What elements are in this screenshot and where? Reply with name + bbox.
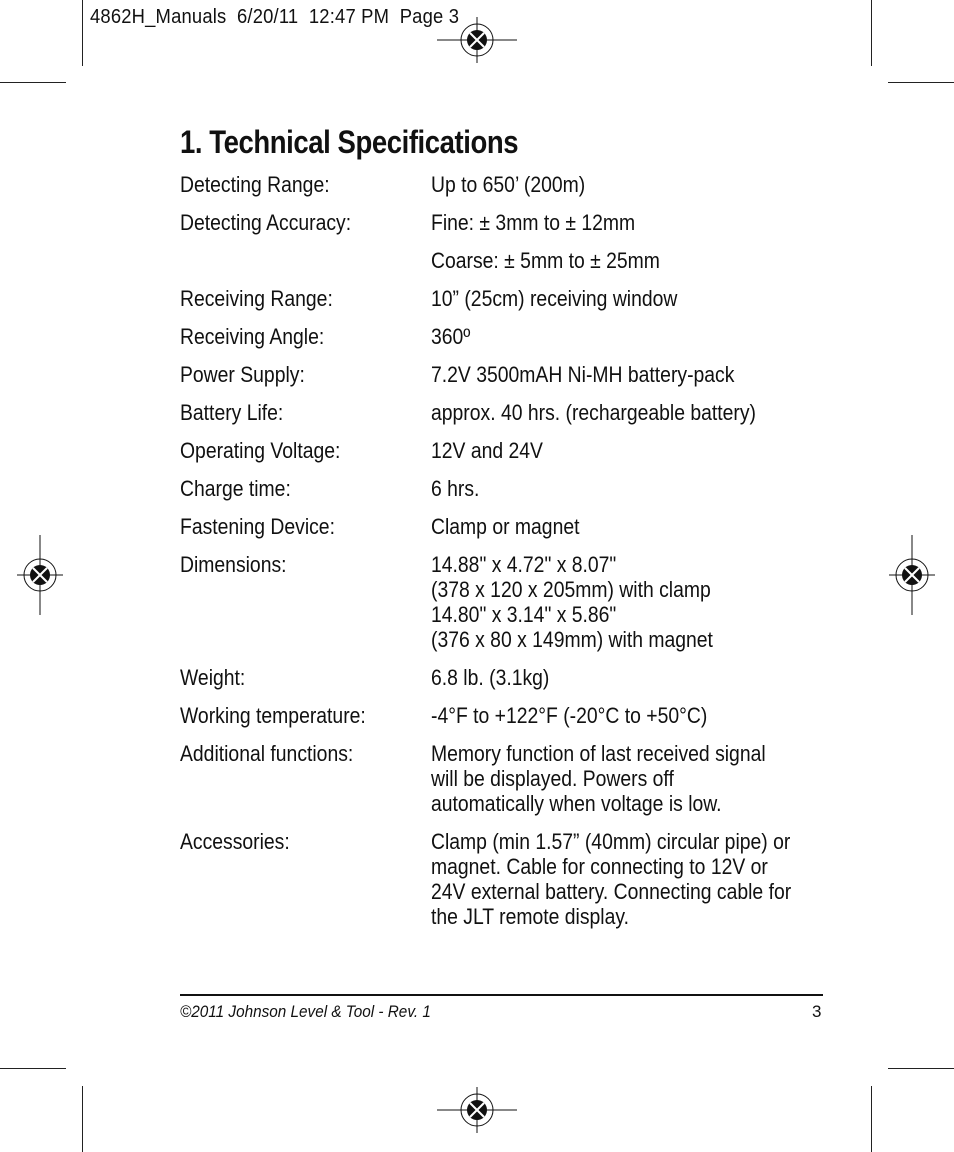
spec-value: 24V external battery. Connecting cable for	[431, 879, 792, 904]
spec-value: Clamp (min 1.57” (40mm) circular pipe) or	[431, 829, 791, 854]
spec-row	[180, 552, 840, 652]
spec-row	[180, 438, 840, 463]
spec-value: 360º	[431, 324, 471, 349]
spec-value: 6.8 lb. (3.1kg)	[431, 665, 550, 690]
spec-row	[180, 172, 840, 197]
crop-mark	[82, 0, 83, 66]
spec-label: Weight:	[180, 665, 246, 690]
spec-values	[431, 514, 840, 539]
spec-label: Receiving Angle:	[180, 324, 325, 349]
spec-values	[431, 552, 840, 652]
spec-value: Clamp or magnet	[431, 514, 580, 539]
spec-value: (378 x 120 x 205mm) with clamp	[431, 577, 711, 602]
spec-label: Detecting Range:	[180, 172, 330, 197]
spec-row	[180, 665, 840, 690]
spec-values	[431, 286, 840, 311]
spec-value: Fine: ± 3mm to ± 12mm	[431, 210, 636, 235]
spec-label: Accessories:	[180, 829, 290, 854]
crop-mark	[0, 1068, 66, 1069]
spec-value: Coarse: ± 5mm to ± 25mm	[431, 248, 660, 273]
spec-row	[180, 400, 840, 425]
spec-label: Operating Voltage:	[180, 438, 341, 463]
spec-row	[180, 741, 840, 816]
spec-values	[431, 172, 840, 197]
footer-divider	[180, 994, 823, 996]
spec-row	[180, 829, 840, 929]
spec-values	[431, 438, 840, 463]
page-title: 1. Technical Specifications	[180, 124, 519, 160]
spec-values	[431, 665, 840, 690]
print-slug: 4862H_Manuals 6/20/11 12:47 PM Page 3	[90, 6, 460, 28]
spec-label: Battery Life:	[180, 400, 284, 425]
spec-value: 14.88" x 4.72" x 8.07"	[431, 552, 617, 577]
spec-label: Detecting Accuracy:	[180, 210, 352, 235]
registration-mark-icon	[437, 17, 517, 63]
spec-row	[180, 210, 840, 235]
spec-values	[431, 703, 840, 728]
spec-value: 14.80" x 3.14" x 5.86"	[431, 602, 617, 627]
crop-mark	[0, 82, 66, 83]
crop-mark	[888, 1068, 954, 1069]
copyright-text: ©2011 Johnson Level & Tool - Rev. 1	[180, 1002, 431, 1021]
spec-values	[431, 476, 840, 501]
spec-values	[431, 741, 840, 816]
spec-label: Dimensions:	[180, 552, 287, 577]
spec-label: Power Supply:	[180, 362, 305, 387]
spec-value: approx. 40 hrs. (rechargeable battery)	[431, 400, 756, 425]
page-number: 3	[812, 1002, 822, 1021]
spec-row	[180, 324, 840, 349]
spec-value: 6 hrs.	[431, 476, 480, 501]
spec-label: Receiving Range:	[180, 286, 333, 311]
spec-values	[431, 324, 840, 349]
spec-value: 10” (25cm) receiving window	[431, 286, 678, 311]
spec-row	[180, 248, 840, 273]
spec-row	[180, 476, 840, 501]
crop-mark	[82, 1086, 83, 1152]
spec-label: Fastening Device:	[180, 514, 335, 539]
crop-mark	[888, 82, 954, 83]
crop-mark	[871, 1086, 872, 1152]
spec-value: 7.2V 3500mAH Ni-MH battery-pack	[431, 362, 735, 387]
spec-value: Up to 650’ (200m)	[431, 172, 586, 197]
crop-mark	[871, 0, 872, 66]
spec-row	[180, 703, 840, 728]
spec-values	[431, 362, 840, 387]
spec-value: (376 x 80 x 149mm) with magnet	[431, 627, 713, 652]
spec-label: Charge time:	[180, 476, 291, 501]
spec-value: Memory function of last received signal	[431, 741, 766, 766]
spec-row	[180, 514, 840, 539]
registration-mark-icon	[437, 1087, 517, 1133]
spec-label: Working temperature:	[180, 703, 366, 728]
spec-value: -4°F to +122°F (-20°C to +50°C)	[431, 703, 708, 728]
registration-mark-icon	[17, 535, 63, 615]
spec-values	[431, 210, 840, 235]
spec-row	[180, 286, 840, 311]
spec-values	[431, 829, 840, 929]
spec-values	[431, 248, 840, 273]
spec-label: Additional functions:	[180, 741, 354, 766]
spec-value: will be displayed. Powers off	[431, 766, 674, 791]
spec-values	[431, 400, 840, 425]
spec-value: the JLT remote display.	[431, 904, 629, 929]
spec-list	[180, 172, 840, 942]
spec-value: automatically when voltage is low.	[431, 791, 722, 816]
spec-value: magnet. Cable for connecting to 12V or	[431, 854, 768, 879]
spec-row	[180, 362, 840, 387]
registration-mark-icon	[889, 535, 935, 615]
spec-value: 12V and 24V	[431, 438, 543, 463]
